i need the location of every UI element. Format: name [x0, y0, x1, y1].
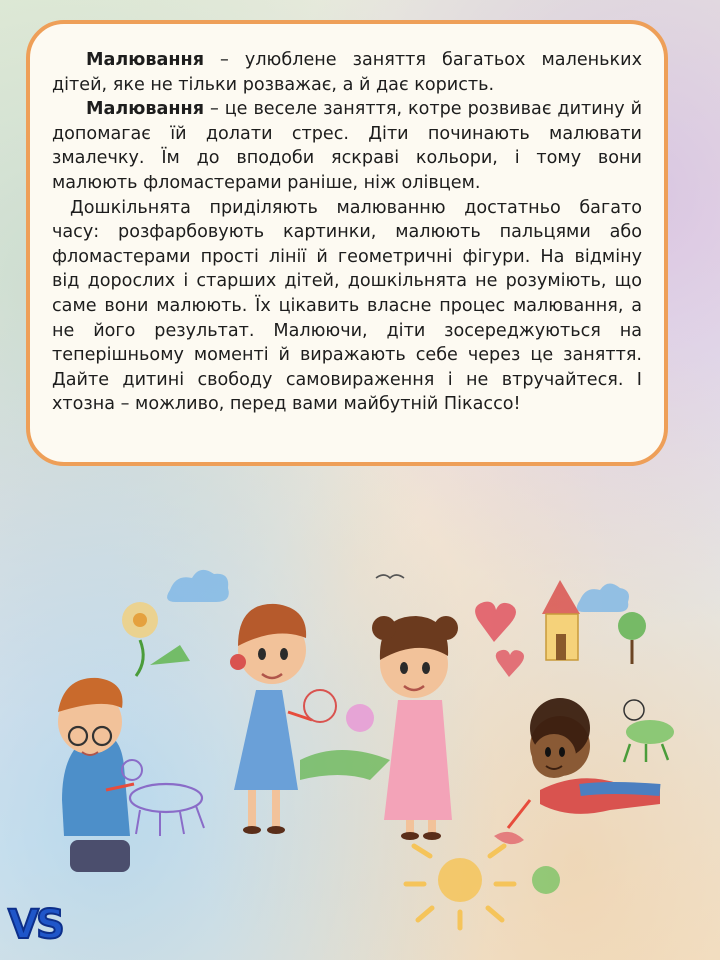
creature-doodle-icon	[624, 700, 674, 762]
house-doodle-icon	[542, 580, 580, 660]
flower-doodle-icon	[300, 690, 390, 780]
paragraph-3: Дошкільнята приділяють малюванню достатньо багато часу: розфарбовують картинки, малюють пальцями або фломастерами прості лінії й геометричні фігури. На відміну від дорослих і старших дітей, дошкільнята не розуміють, що саме вони малюють. Їх цікавить власне процес малювання, а не його результат. Малюючи, діти зосереджуються на теперішньому моменті й виражають себе через це заняття. Дайте дитині свободу самовираження і не втручайтеся. І хтозна – можливо, перед вами майбутній Пікассо!	[52, 197, 642, 415]
paragraph-2	[52, 97, 642, 195]
text-frame	[26, 20, 668, 466]
cloud-doodle-icon	[577, 583, 629, 612]
girl-in-blue-dress-figure	[230, 604, 312, 834]
children-drawing-illustration	[0, 530, 720, 960]
girl-in-pink-dress-figure	[372, 616, 458, 840]
paragraph-1-keyword: Малювання	[86, 50, 204, 70]
horse-doodle-icon	[122, 760, 204, 836]
heart-doodle-icon	[475, 602, 524, 677]
vs-logo: VS	[8, 902, 62, 948]
paragraph-1-text: – улюблене заняття багатьох маленьких дітей, яке не тільки розважає, а й дає користь.	[52, 50, 642, 95]
paragraph-2-text: – це веселе заняття, котре розвиває дитину й допомагає їй долати стрес. Діти починають малювати змалечку. Їм до вподоби яскраві кольори, і тому вони малюють фломастерами раніше, ніж олівцем.	[52, 99, 642, 193]
bird-doodle-icon	[376, 575, 404, 578]
scribble-doodle-icon	[494, 832, 524, 844]
scribble-doodle-icon	[532, 866, 560, 894]
cloud-doodle-icon	[167, 570, 229, 602]
sun-doodle-icon	[406, 846, 514, 928]
flower-doodle-icon	[122, 602, 190, 676]
paragraph-2-keyword: Малювання	[86, 99, 204, 120]
boy-lying-drawing-figure	[508, 698, 660, 828]
tree-doodle-icon	[618, 612, 646, 664]
paragraph-1	[52, 48, 642, 97]
